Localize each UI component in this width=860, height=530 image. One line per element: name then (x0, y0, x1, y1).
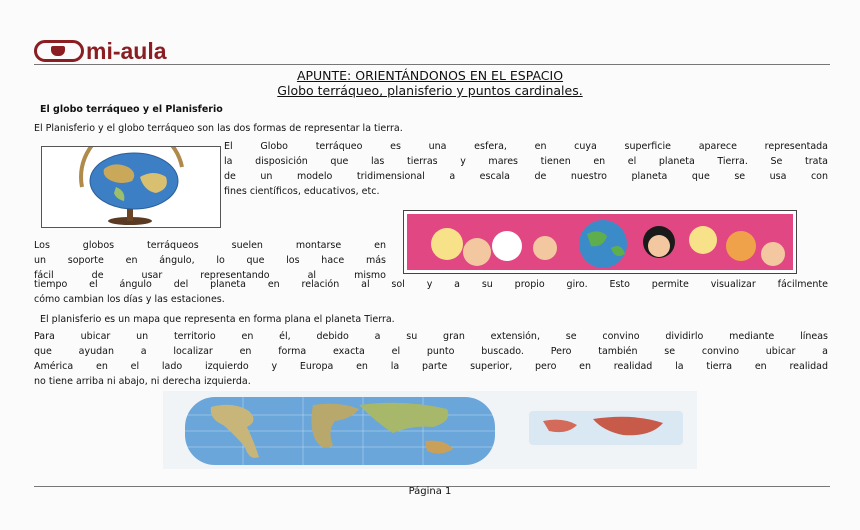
mount-text-line: fácil de usar representando al mismo (34, 270, 386, 281)
globe-icon (42, 147, 221, 228)
globe-text-line: de un modelo tridimensional a escala de nuestro planeta que se usa con (224, 171, 828, 182)
mount-text-line: Los globos terráqueos suelen montarse en (34, 240, 386, 251)
page-number: Página 1 (408, 486, 452, 497)
mi-aula-logo (34, 40, 167, 62)
mount-text-line: tiempo el ángulo del planeta en relación al sol y a su propio giro. Esto permite visualizar fácilmente (34, 279, 828, 290)
children-globe-illustration (403, 210, 797, 274)
mount-text-line: cómo cambian los días y las estaciones. (34, 294, 225, 305)
globe-illustration-icon (407, 214, 793, 270)
planisferio-text-line: América en el lado izquierdo y Europa en la parte superior, pero en realidad la tierra en realidad (34, 361, 828, 372)
intro-paragraph: El Planisferio y el globo terráqueo son las dos formas de representar la tierra. (34, 123, 403, 134)
planisferio-intro: El planisferio es un mapa que representa en forma plana el planeta Tierra. (40, 314, 395, 325)
illustration-background (407, 214, 793, 270)
globe-image (41, 146, 221, 228)
planisferio-text-line: no tiene arriba ni abajo, ni derecha izquierda. (34, 376, 251, 387)
logo-text: mi-aula (86, 38, 167, 64)
world-maps-image (163, 391, 697, 469)
graduation-cap-icon (34, 40, 84, 62)
planisferio-text-line: que ayudan a localizar en forma exacta el punto buscado. Pero también se convino ubicar a (34, 346, 828, 357)
globe-text-line: El Globo terráqueo es una esfera, en cuya superficie aparece representada (224, 141, 828, 152)
header-rule (34, 64, 830, 65)
globe-text-line: fines científicos, educativos, etc. (224, 186, 380, 197)
world-map-icon (163, 391, 697, 469)
document-title: APUNTE: ORIENTÁNDONOS EN EL ESPACIO (296, 68, 564, 83)
section-heading: El globo terráqueo y el Planisferio (40, 104, 223, 115)
mount-text-line: un soporte en ángulo, lo que los hace más (34, 255, 386, 266)
globe-text-line: la disposición que las tierras y mares tienen en el planeta Tierra. Se trata (224, 156, 828, 167)
planisferio-text-line: Para ubicar un territorio en él, debido a su gran extensión, se convino dividirlo mediante líneas (34, 331, 828, 342)
document-subtitle: Globo terráqueo, planisferio y puntos cardinales. (277, 83, 583, 98)
